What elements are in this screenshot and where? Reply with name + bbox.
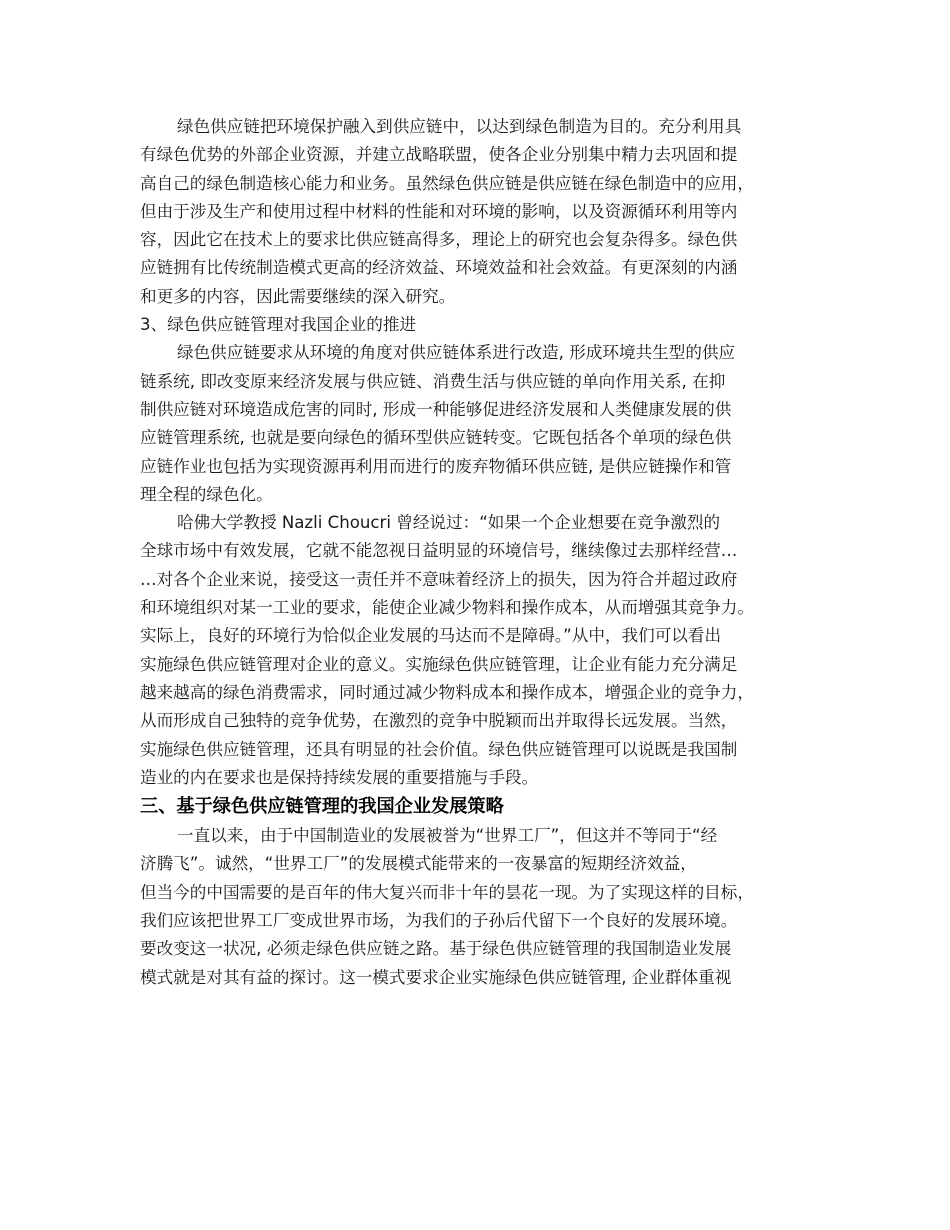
text-line: 造业的内在要求也是保持持续发展的重要措施与手段。 <box>140 767 539 787</box>
text-line: 一直以来，由于中国制造业的发展被誉为“世界工厂”，但这并不等同于“经 <box>177 826 718 846</box>
text-line: 要改变这一状况, 必须走绿色供应链之路。基于绿色供应链管理的我国制造业发展 <box>140 939 732 959</box>
text-line: …对各个企业来说，接受这一责任并不意味着经济上的损失，因为符合并超过政府 <box>140 569 738 589</box>
text-line: 绿色供应链把环境保护融入到供应链中，以达到绿色制造为目的。充分利用具 <box>177 117 742 136</box>
text-line: 但当今的中国需要的是百年的伟大复兴而非十年的昙花一现。为了实现这样的目标， <box>140 882 754 902</box>
text-line: 制供应链对环境造成危害的同时, 形成一种能够促进经济发展和人类健康发展的供 <box>140 399 732 419</box>
text-line: 济腾飞”。诚然，“世界工厂”的发展模式能带来的一夜暴富的短期经济效益， <box>140 854 697 874</box>
text-line: 理全程的绿色化。 <box>140 484 273 504</box>
text-line: 有绿色优势的外部企业资源，并建立战略联盟，使各企业分别集中精力去巩固和提 <box>140 145 738 165</box>
text-line: 实施绿色供应链管理对企业的意义。实施绿色供应链管理，让企业有能力充分满足 <box>140 654 738 674</box>
paragraph-harvard-quote <box>140 509 820 792</box>
text-line: 实际上，良好的环境行为恰似企业发展的马达而不是障碍。”从中，我们可以看出 <box>140 626 722 646</box>
text-line: 模式就是对其有益的探讨。这一模式要求企业实施绿色供应链管理, 企业群体重视 <box>140 967 732 987</box>
text-line: 容，因此它在技术上的要求比供应链高得多，理论上的研究也会复杂得多。绿色供 <box>140 230 738 250</box>
text-line: 实施绿色供应链管理，还具有明显的社会价值。绿色供应链管理可以说既是我国制 <box>140 739 738 759</box>
text-line: 应链拥有比传统制造模式更高的经济效益、环境效益和社会效益。有更深刻的内涵 <box>140 258 738 278</box>
text-line: 高自己的绿色制造核心能力和业务。虽然绿色供应链是供应链在绿色制造中的应用， <box>140 173 754 193</box>
text-line: 从而形成自己独特的竞争优势，在激烈的竞争中脱颖而出并取得长远发展。当然， <box>140 711 738 731</box>
text-line: 哈佛大学教授 Nazli Choucri 曾经说过：“如果一个企业想要在竞争激烈的 <box>177 513 721 533</box>
text-line: 但由于涉及生产和使用过程中材料的性能和对环境的影响，以及资源循环利用等内 <box>140 201 738 221</box>
text-line: 应链作业也包括为实现资源再利用而进行的废弃物循环供应链, 是供应链操作和管 <box>140 456 732 476</box>
section-heading: 3、绿色供应链管理对我国企业的推进 <box>140 315 417 335</box>
text-line: 全球市场中有效发展，它就不能忽视日益明显的环境信号，继续像过去那样经营… <box>140 541 738 561</box>
text-line: 我们应该把世界工厂变成世界市场，为我们的子孙后代留下一个良好的发展环境。 <box>140 911 738 931</box>
paragraph-green-supply-chain-intro <box>140 113 820 311</box>
chapter-heading: 三、基于绿色供应链管理的我国企业发展策略 <box>140 796 504 818</box>
text-line: 绿色供应链要求从环境的角度对供应链体系进行改造, 形成环境共生型的供应 <box>177 343 736 363</box>
paragraph-supply-chain-reform <box>140 339 820 509</box>
paragraph-development-strategy <box>140 822 820 992</box>
text-line: 越来越高的绿色消费需求，同时通过减少物料成本和操作成本，增强企业的竞争力， <box>140 682 754 702</box>
text-line: 应链管理系统, 也就是要向绿色的循环型供应链转变。它既包括各个单项的绿色供 <box>140 428 732 448</box>
document-page <box>140 113 820 992</box>
text-line: 和更多的内容，因此需要继续的深入研究。 <box>140 286 456 306</box>
text-line: 和环境组织对某一工业的要求，能使企业减少物料和操作成本，从而增强其竞争力。 <box>140 598 754 618</box>
text-line: 链系统, 即改变原来经济发展与供应链、消费生活与供应链的单向作用关系, 在抑 <box>140 371 726 391</box>
